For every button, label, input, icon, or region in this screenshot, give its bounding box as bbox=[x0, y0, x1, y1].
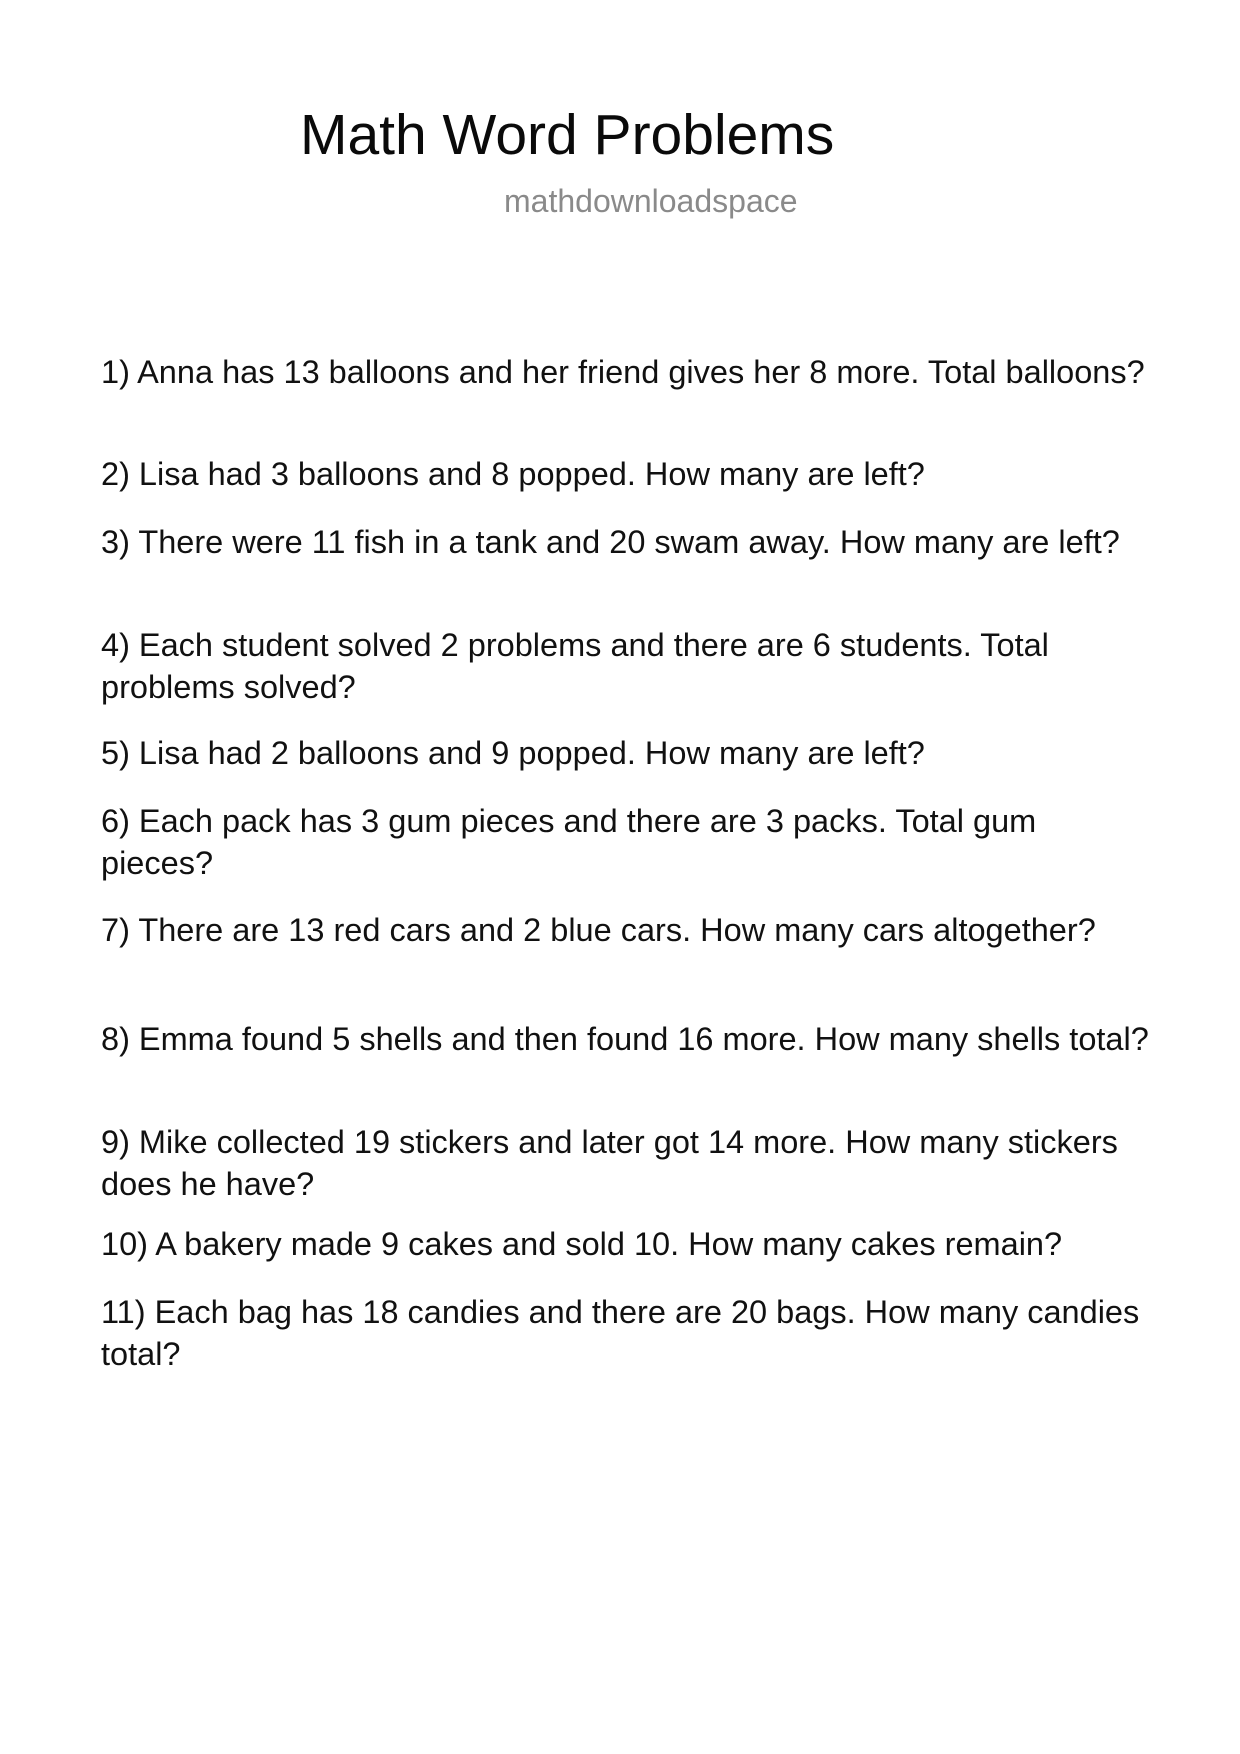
problem-item: 6) Each pack has 3 gum pieces and there are 3 packs. Total gum pieces? bbox=[101, 803, 1037, 881]
page-title: Math Word Problems bbox=[300, 103, 835, 167]
problem-item: 9) Mike collected 19 stickers and later got 14 more. How many stickers does he have? bbox=[101, 1124, 1118, 1202]
problem-item: 11) Each bag has 18 candies and there are 20 bags. How many candies total? bbox=[101, 1294, 1140, 1372]
problem-item: 10) A bakery made 9 cakes and sold 10. How many cakes remain? bbox=[101, 1226, 1063, 1262]
problem-item: 2) Lisa had 3 balloons and 8 popped. How many are left? bbox=[101, 456, 925, 492]
source-subtitle: mathdownloadspace bbox=[504, 183, 798, 219]
problem-item: 8) Emma found 5 shells and then found 16 more. How many shells total? bbox=[101, 1021, 1149, 1057]
problem-item: 5) Lisa had 2 balloons and 9 popped. How many are left? bbox=[101, 735, 925, 771]
problem-item: 3) There were 11 fish in a tank and 20 swam away. How many are left? bbox=[101, 524, 1120, 560]
problem-item: 1) Anna has 13 balloons and her friend gives her 8 more. Total balloons? bbox=[101, 354, 1145, 390]
problem-item: 7) There are 13 red cars and 2 blue cars. How many cars altogether? bbox=[101, 912, 1096, 948]
problem-item: 4) Each student solved 2 problems and there are 6 students. Total problems solved? bbox=[101, 627, 1049, 705]
